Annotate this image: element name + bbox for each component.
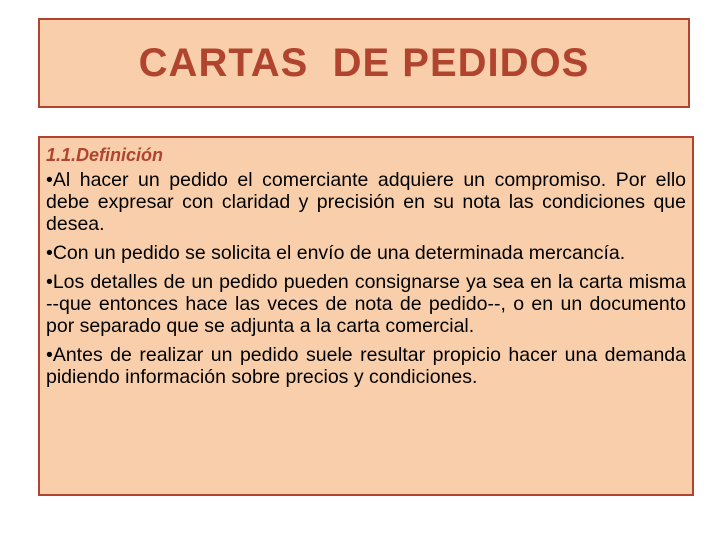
bullet-paragraph: •Los detalles de un pedido pueden consignarse ya sea en la carta misma --que entonces hace las veces de nota de pedido--, o en un documento por separado que se adjunta a la carta comercial. bbox=[46, 271, 686, 337]
title-box bbox=[38, 18, 690, 108]
bullet-paragraph: •Antes de realizar un pedido suele resultar propicio hacer una demanda pidiendo información sobre precios y condiciones. bbox=[46, 344, 686, 388]
section-heading: 1.1.Definición bbox=[46, 145, 164, 165]
content-box bbox=[38, 136, 694, 496]
slide-title: CARTAS DE PEDIDOS bbox=[138, 40, 590, 85]
bullet-paragraph: •Con un pedido se solicita el envío de una determinada mercancía. bbox=[46, 242, 626, 264]
bullet-paragraph: •Al hacer un pedido el comerciante adquiere un compromiso. Por ello debe expresar con claridad y precisión en su nota las condiciones que desea. bbox=[46, 169, 686, 235]
